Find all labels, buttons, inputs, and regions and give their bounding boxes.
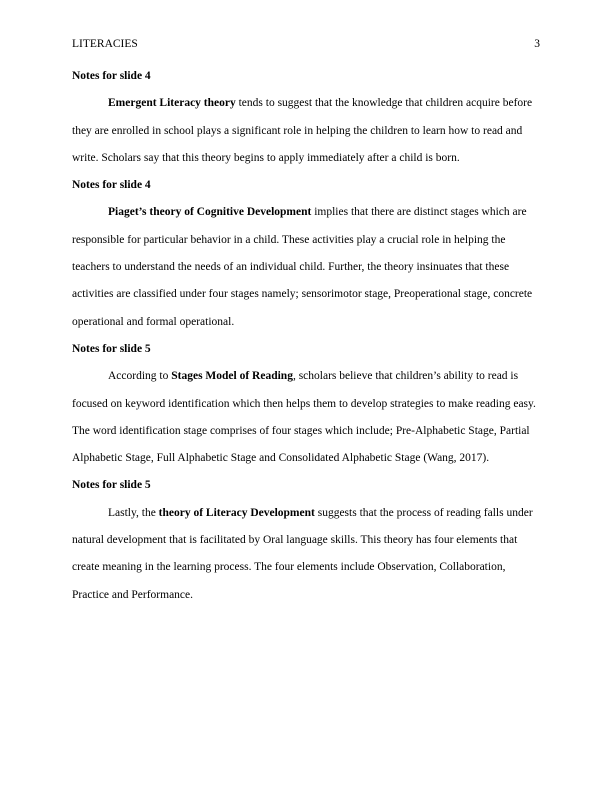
- key-term: Stages Model of Reading: [171, 370, 293, 383]
- paragraph: [72, 363, 542, 472]
- page-number: 3: [534, 38, 540, 50]
- paragraph: [72, 500, 542, 609]
- paragraph-text: implies that there are distinct stages which are responsible for particular behavior in a child. These activities play a crucial role in helping the teachers to understand the needs of an individual child. Further, the theory insinuates that these activities are classified under four stages namely; sensorimotor stage, Preoperational stage, concrete operational and formal operational.: [72, 206, 533, 328]
- paragraph-text: suggests that the process of reading falls under natural development that is facilitated by Oral language skills. This theory has four elements that create meaning in the learning process. The four elements include Observation, Collaboration, Practice and Performance.: [72, 506, 533, 601]
- document-body: [72, 63, 542, 609]
- paragraph-lead: According to: [108, 370, 172, 383]
- page-header: [72, 31, 540, 58]
- section-heading: Notes for slide 4: [72, 70, 151, 82]
- paragraph-text: tends to suggest that the knowledge that children acquire before they are enrolled in school plays a significant role in helping the children to learn how to read and write. Scholars say that this theory begins to apply immediately after a child is born.: [72, 97, 533, 164]
- key-term: theory of Literacy Development: [158, 506, 315, 519]
- paragraph-text: , scholars believe that children’s ability to read is focused on keyword identification which then helps them to develop strategies to make reading easy. The word identification stage comprises of four stages which include; Pre-Alphabetic Stage, Partial Alphabetic Stage, Full Alphabetic Stage and Consolidated Alphabetic Stage (Wang, 2017).: [72, 370, 536, 465]
- paragraph: [72, 199, 542, 335]
- key-term: Emergent Literacy theory: [108, 97, 236, 110]
- paragraph: [72, 90, 542, 172]
- section-heading: Notes for slide 4: [72, 179, 151, 192]
- running-head: LITERACIES: [72, 38, 138, 50]
- key-term: Piaget’s theory of Cognitive Development: [108, 206, 312, 219]
- section-heading: Notes for slide 5: [72, 342, 151, 355]
- paragraph-lead: Lastly, the: [108, 506, 159, 519]
- section-heading: Notes for slide 5: [72, 479, 151, 492]
